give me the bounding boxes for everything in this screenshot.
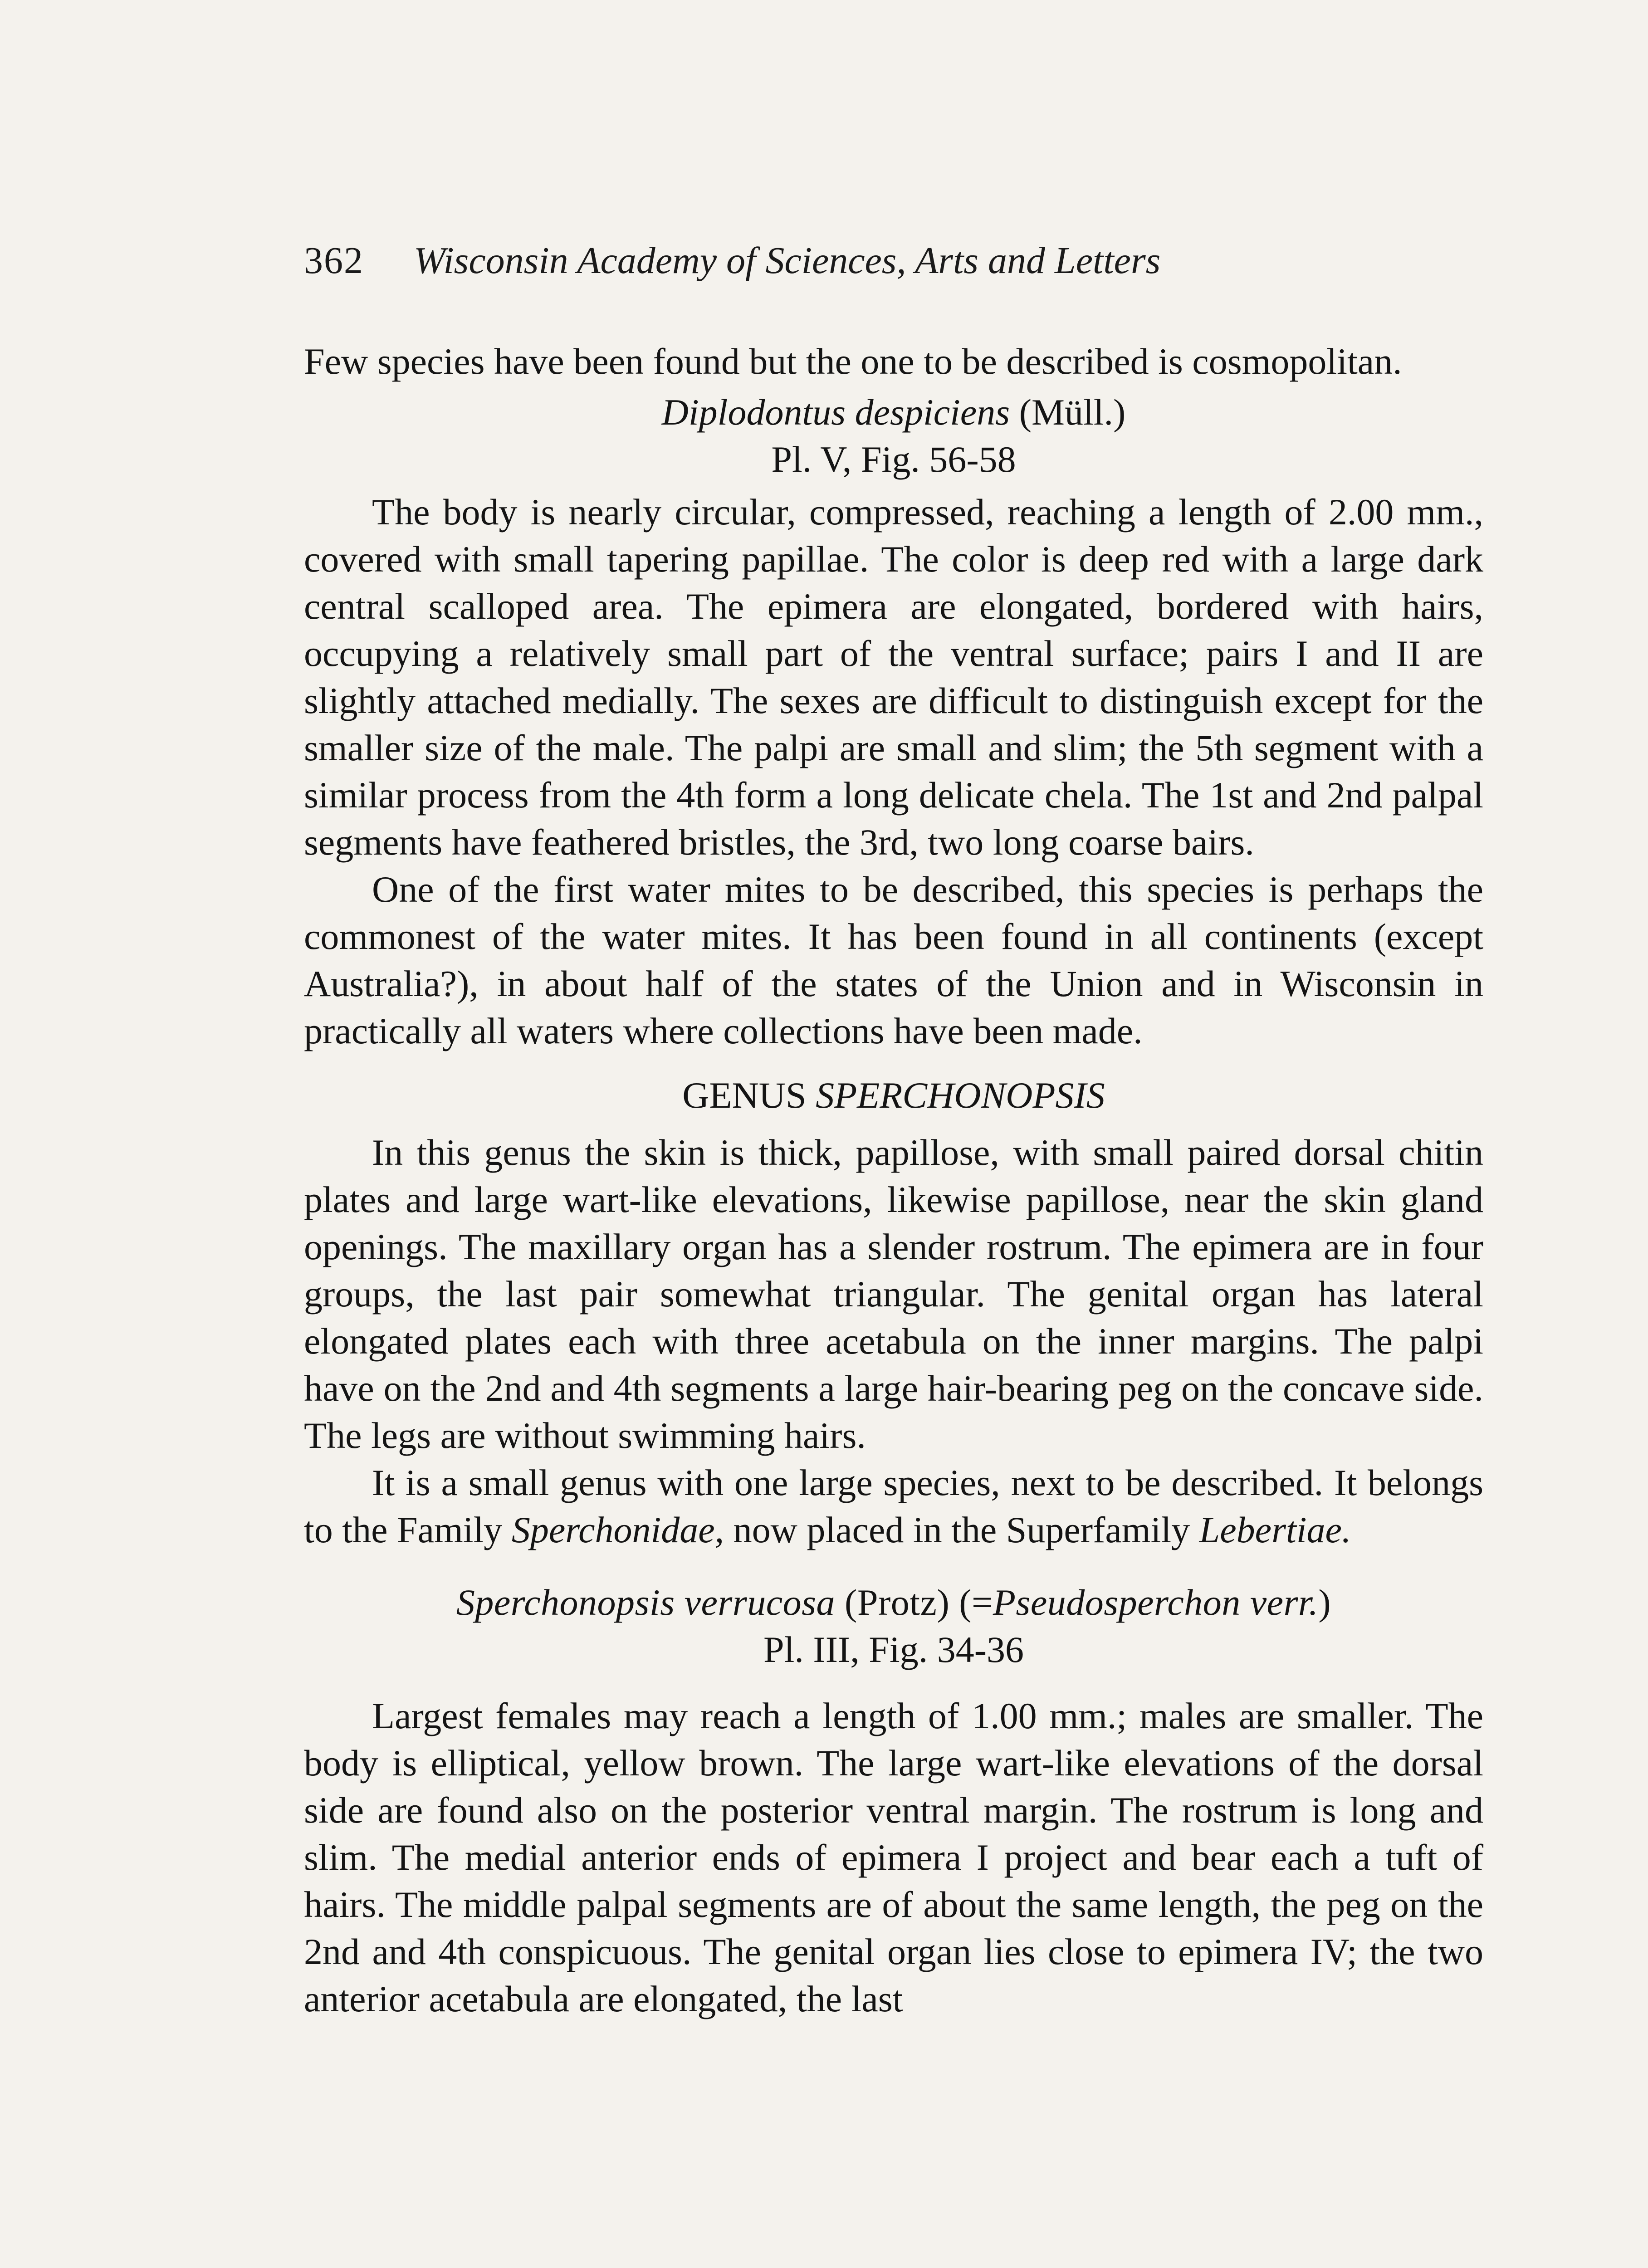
page-text-block — [304, 236, 1483, 2023]
page-number: 362 — [304, 240, 364, 282]
synonym-close: ) — [1318, 1582, 1331, 1623]
classification-text: It is a small genus with one large species, next to be described. It belongs to the Family — [304, 1462, 1483, 1550]
superfamily-name: Lebertiae. — [1199, 1509, 1351, 1550]
journal-title: Wisconsin Academy of Sciences, Arts and Letters — [414, 240, 1161, 282]
species-authority: (Müll.) — [1019, 391, 1126, 433]
intro-paragraph: Few species have been found but the one to be described is cosmopolitan. — [304, 341, 1402, 382]
genus-label: GENUS — [682, 1075, 807, 1116]
species-heading-diplodontus — [304, 389, 1483, 436]
running-head — [304, 236, 1483, 286]
plate-reference: Pl. V, Fig. 56-58 — [771, 439, 1016, 480]
species-distribution-paragraph: One of the first water mites to be described, this species is perhaps the commonest of the water mites. It has been found in all continents (except Australia?), in about half of the states of the Union and in Wisconsin in practically all waters where collections have been made. — [304, 869, 1483, 1051]
synonym-open: (= — [959, 1582, 993, 1623]
plate-reference: Pl. III, Fig. 34-36 — [763, 1629, 1024, 1670]
genus-description-paragraph: In this genus the skin is thick, papillose, with small paired dorsal chitin plates and large wart-like elevations, likewise papillose, near the skin gland openings. The maxillary organ has a slender rostrum. The epimera are in four groups, the last pair somewhat triangular. The genital organ has lateral elongated plates each with three acetabula on the inner margins. The palpi have on the 2nd and 4th segments a large hair-bearing peg on the concave side. The legs are without swimming hairs. — [304, 1132, 1483, 1456]
genus-heading — [304, 1072, 1483, 1119]
species-name: Sperchonopsis verrucosa — [456, 1582, 836, 1623]
species-description-paragraph: The body is nearly circular, compressed, reaching a length of 2.00 mm., covered with small tapering papillae. The color is deep red with a large dark central scalloped area. The epimera are elongated, bordered with hairs, occupying a relatively small part of the ventral surface; pairs I and II are slightly attached medially. The sexes are difficult to distinguish except for the smaller size of the male. The palpi are small and slim; the 5th segment with a similar process from the 4th form a long delicate chela. The 1st and 2nd palpal segments have feathered bristles, the 3rd, two long coarse bairs. — [304, 491, 1483, 863]
synonym-name: Pseudosperchon verr. — [993, 1582, 1319, 1623]
species-name: Diplodontus despiciens — [661, 391, 1010, 433]
species-description-paragraph: Largest females may reach a length of 1.00 mm.; males are smaller. The body is elliptical, yellow brown. The large wart-like elevations of the dorsal side are found also on the posterior ventral margin. The rostrum is long and slim. The medial anterior ends of epimera I project and bear each a tuft of hairs. The middle palpal segments are of about the same length, the peg on the 2nd and 4th conspicuous. The genital organ lies close to epimera IV; the two anterior acetabula are elongated, the last — [304, 1695, 1483, 2019]
genus-classification-paragraph — [304, 1459, 1483, 1554]
species-authority: (Protz) — [845, 1582, 950, 1623]
species-heading-sperchonopsis — [304, 1579, 1483, 1626]
family-name: Sperchonidae, — [511, 1509, 724, 1550]
classification-text-2: now placed in the Superfamily — [733, 1509, 1190, 1550]
genus-name: SPERCHONOPSIS — [816, 1075, 1105, 1116]
